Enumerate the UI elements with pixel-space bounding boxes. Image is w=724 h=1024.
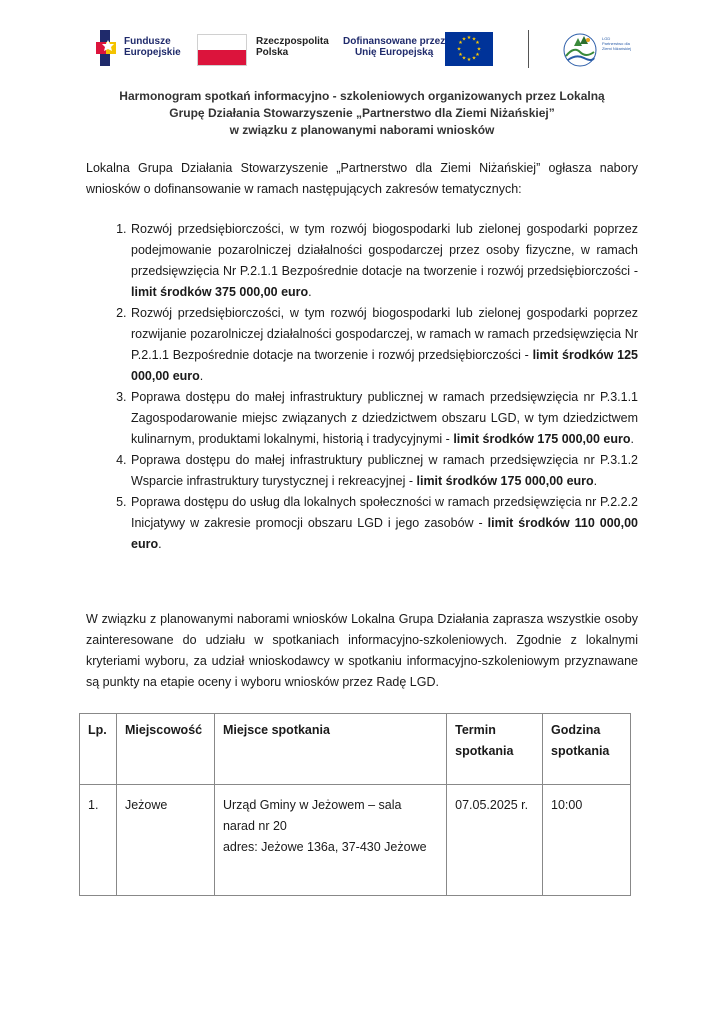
cell-miejscowosc: Jeżowe [116, 785, 214, 896]
rzeczpospolita-text [256, 36, 329, 58]
header-godzina: Godzina spotkania [543, 714, 631, 785]
svg-text:★: ★ [471, 55, 477, 62]
logo-bar [0, 26, 724, 76]
cell-termin: 07.05.2025 r. [447, 785, 543, 896]
list-item: 4. Poprawa dostępu do małej infrastruktury publicznej w ramach przedsięwzięcia nr P.3.1.2 Wsparcie infrastruktury turystycznej i rekreacyjnej - limit środków 175 000,00 euro. [130, 450, 638, 492]
fe-line2: Europejskie [124, 47, 181, 58]
list-item: 3. Poprawa dostępu do małej infrastruktury publicznej w ramach przedsięwzięcia nr P.3.1.1 Zagospodarowanie miejsc związanych z dziedzictwem obszaru LGD, w tym dziedzictwem kulinarnym, produktami lokalnymi, historią i tradycyjnymi - limit środków 175 000,00 euro. [130, 387, 638, 450]
svg-text:★: ★ [458, 52, 463, 58]
list-item: 2. Rozwój przedsiębiorczości, w tym rozwój biogospodarki lub zielonej gospodarki poprzez rozwijanie pozarolniczej działalności gospodarczej, w ramach w ramach przedsięwzięcia Nr P.2.1.1 Bezpośrednie dotacje na tworzenie i rozwój przedsiębiorczości - limit środków 125 000,00 euro. [130, 303, 638, 387]
cell-godzina: 10:00 [543, 785, 631, 896]
header-miejscowosc: Miejscowość [116, 714, 214, 785]
svg-text:★: ★ [476, 46, 482, 53]
thematic-scope-list [86, 219, 638, 555]
cell-lp: 1. [80, 785, 117, 896]
fundusze-europejskie-text [124, 36, 181, 58]
pl-line1: Rzeczpospolita [256, 36, 329, 47]
eu-flag-icon [445, 32, 493, 66]
document-title [86, 88, 638, 139]
header-termin: Termin spotkania [447, 714, 543, 785]
funding-limit: limit środków 175 000,00 euro [453, 432, 631, 446]
eu-line2: Unię Europejską [354, 47, 434, 58]
svg-text:★: ★ [475, 52, 480, 58]
list-item: 1. Rozwój przedsiębiorczości, w tym rozwój biogospodarki lub zielonej gospodarki poprzez podejmowanie pozarolniczej działalności gospodarczej przez osoby fizyczne, w ramach przedsięwzięcia Nr P.2.1.1 Bezpośrednie dotacje na tworzenie i rozwój przedsiębiorczości - limit środków 375 000,00 euro. [130, 219, 638, 303]
svg-text:★: ★ [471, 36, 477, 43]
table-row [80, 785, 631, 896]
fundusze-europejskie-logo-icon [96, 30, 120, 66]
table-header-row [80, 714, 631, 785]
pl-line2: Polska [256, 47, 289, 58]
intro-paragraph: Lokalna Grupa Działania Stowarzyszenie „Partnerstwo dla Ziemi Niżańskiej” ogłasza nabory wniosków o dofinansowanie w ramach następujących zakresów tematycznych: [86, 161, 638, 196]
title-line1: Harmonogram spotkań informacyjno - szkoleniowych organizowanych przez Lokalną [119, 89, 605, 103]
closing-paragraph: W związku z planowanymi naborami wniosków Lokalna Grupa Działania zaprasza wszystkie osoby zainteresowane do udziału w spotkaniach informacyjno-szkoleniowych. Zgodnie z lokalnymi kryteriami wyboru, za udział wnioskodawcy w spotkaniu informacyjno-szkoleniowym przyznawane są punkty na etapie oceny i wyboru wniosków przez Radę LGD. [86, 612, 638, 689]
polish-flag-icon [197, 34, 247, 66]
svg-text:★: ★ [456, 46, 462, 53]
lgd-logo-text: LGD Partnerstwo dla Ziemi Niżańskiej [602, 36, 632, 51]
svg-text:★: ★ [475, 40, 480, 46]
svg-text:★: ★ [466, 57, 472, 63]
header-miejsce: Miejsce spotkania [214, 714, 446, 785]
meeting-schedule-table [79, 713, 631, 896]
funding-limit: limit środków 175 000,00 euro [416, 474, 594, 488]
funding-limit: limit środków 375 000,00 euro [131, 285, 309, 299]
title-line3: w związku z planowanymi naborami wniosków [229, 123, 495, 137]
svg-text:★: ★ [461, 36, 467, 43]
funding-limit: limit środków 125 000,00 euro [131, 348, 638, 383]
title-line2: Grupę Działania Stowarzyszenie „Partnerstwo dla Ziemi Niżańskiej” [169, 106, 555, 120]
eu-line1: Dofinansowane przez [343, 36, 446, 47]
eu-cofinanced-text [343, 36, 445, 58]
fe-line1: Fundusze [124, 36, 171, 47]
svg-text:★: ★ [458, 40, 463, 46]
cell-miejsce: Urząd Gminy w Jeżowem – sala narad nr 20 adres: Jeżowe 136a, 37-430 Jeżowe [214, 785, 446, 896]
logo-divider [528, 30, 529, 68]
header-lp: Lp. [80, 714, 117, 785]
funding-limit: limit środków 110 000,00 euro [131, 516, 639, 551]
list-item: 5. Poprawa dostępu do usług dla lokalnych społeczności w ramach przedsięwzięcia nr P.2.2.2 Inicjatywy w zakresie promocji obszaru LGD i jego zasobów - limit środków 110 000,00 euro. [130, 492, 638, 555]
svg-text:★: ★ [461, 55, 467, 62]
svg-text:★: ★ [466, 35, 472, 41]
